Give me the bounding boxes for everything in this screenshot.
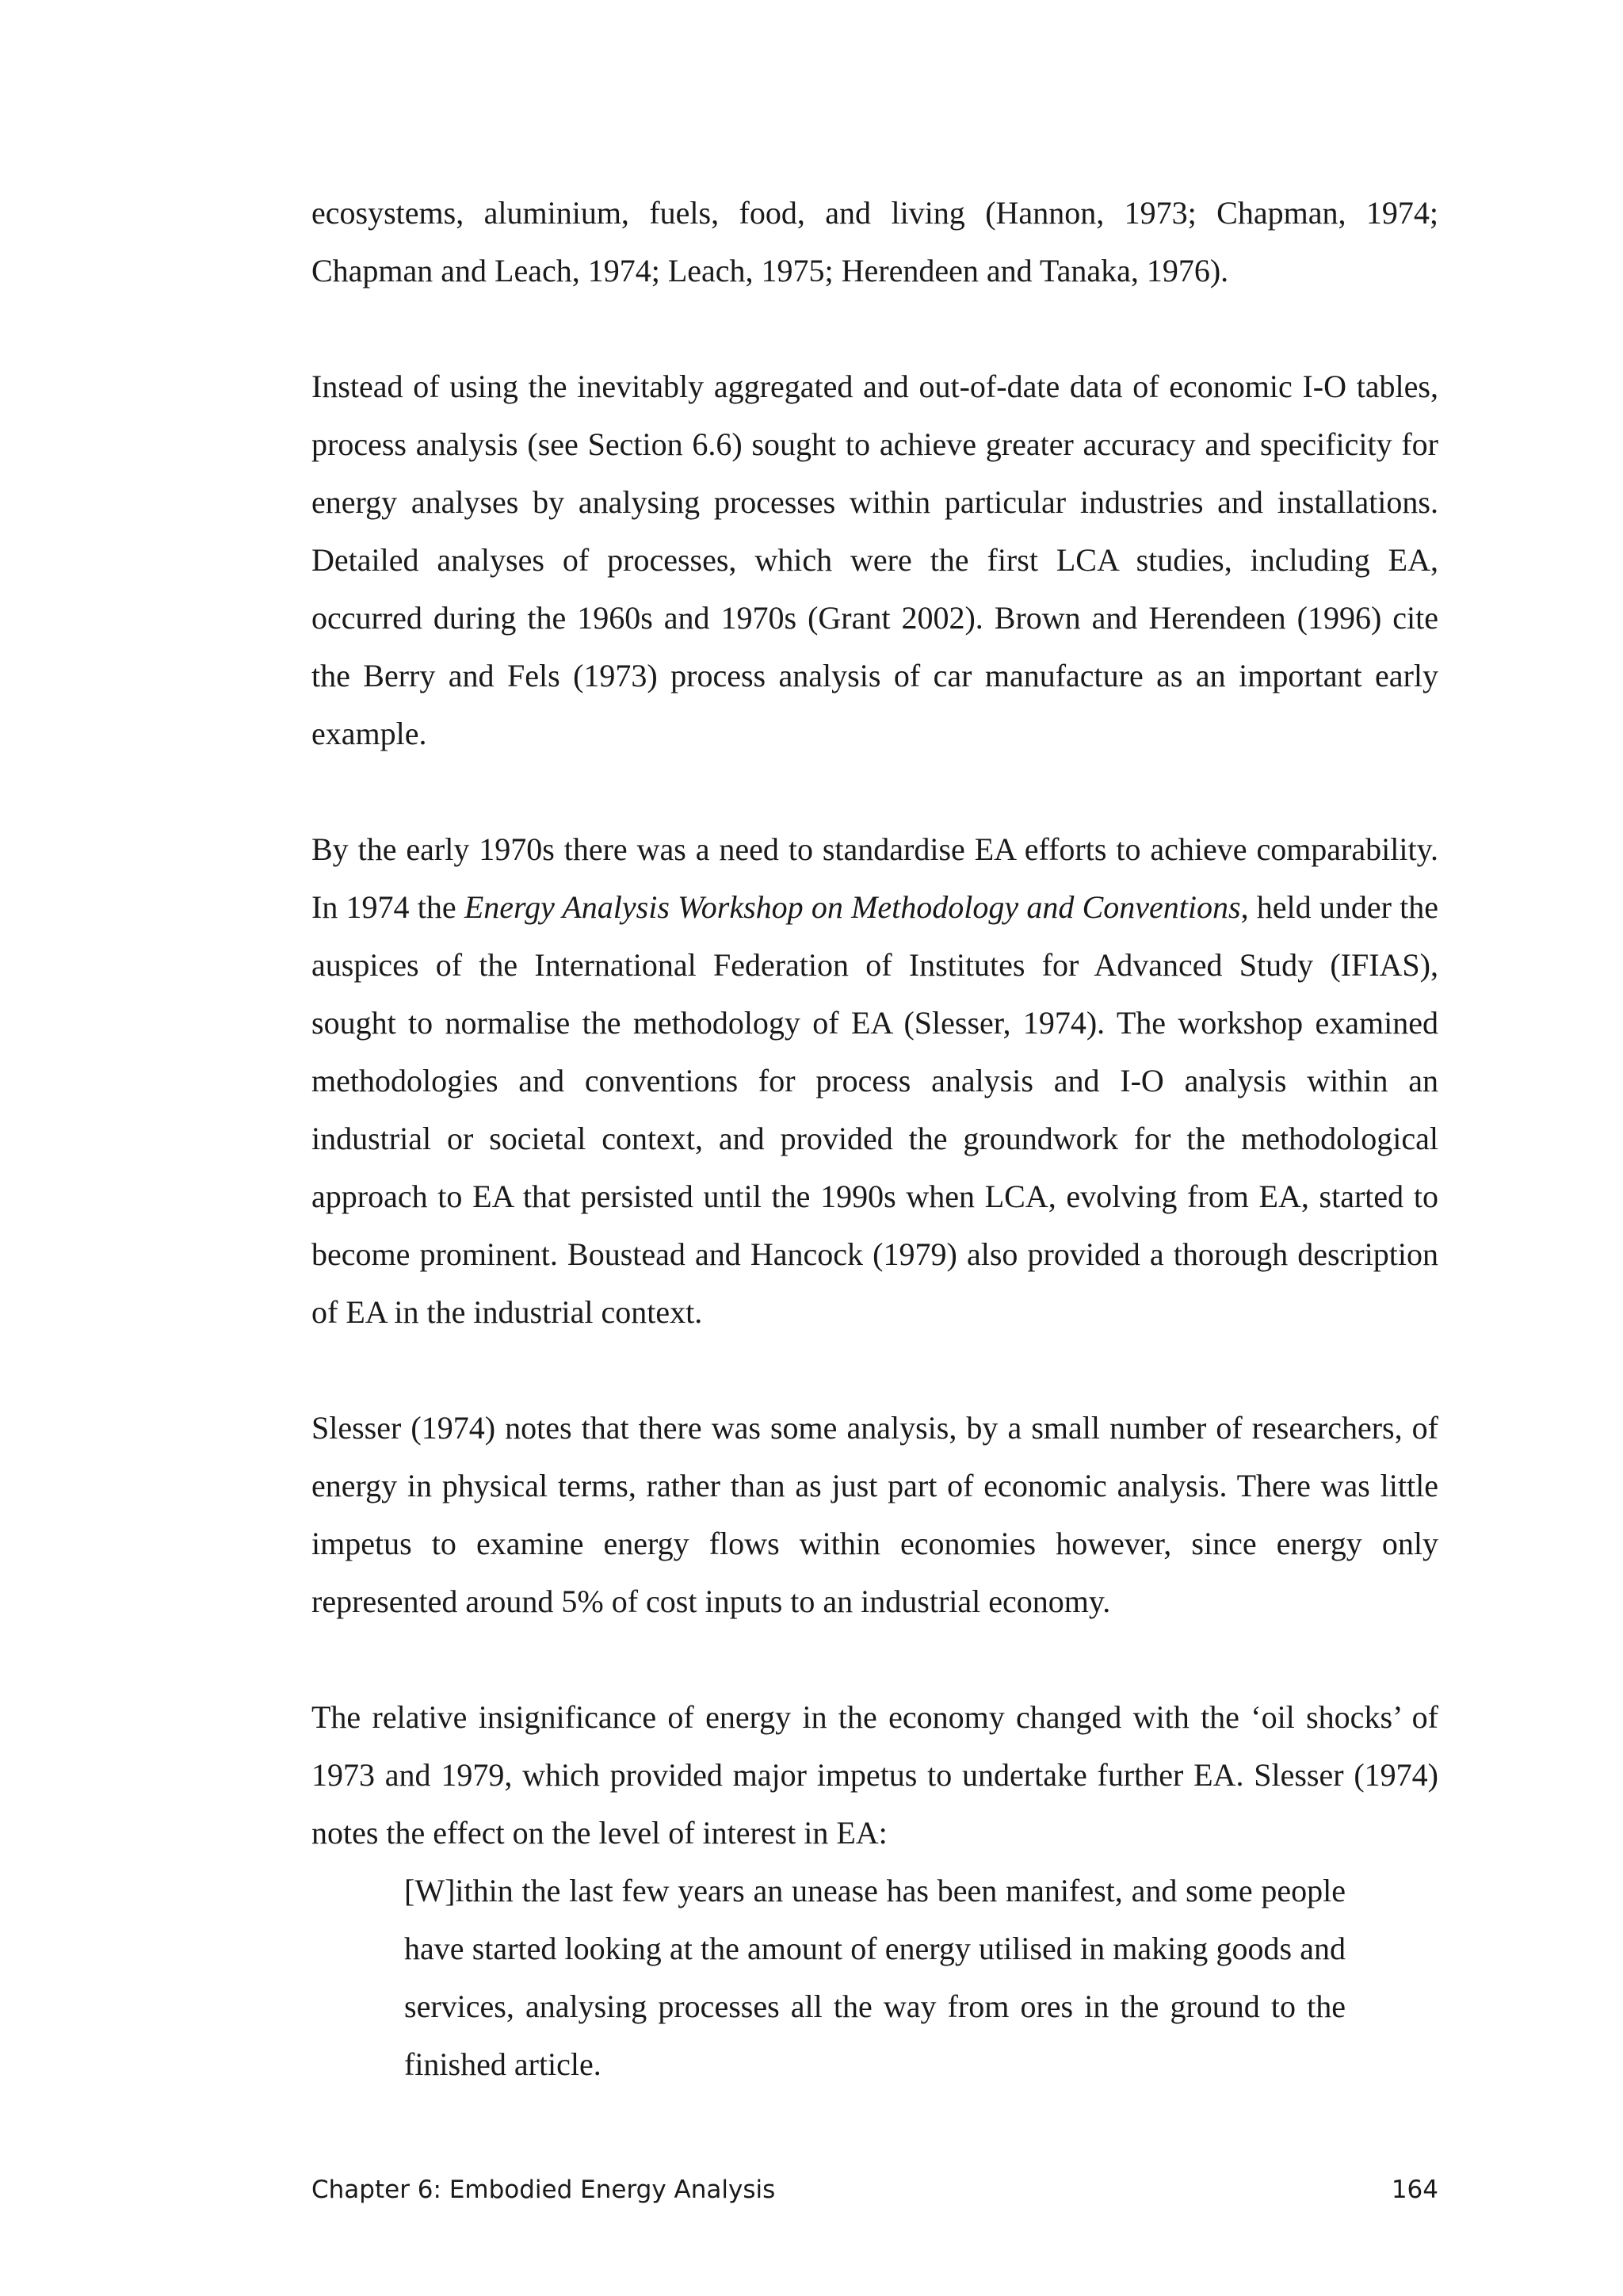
paragraph-3-text-after: , held under the auspices of the International Federation of Institutes for Advanced Study (IFIAS), sought to normalise the methodology of EA (Slesser, 1974). The workshop examined methodologies and conventions for process analysis and I-O analysis within an industrial or societal context, and provided the groundwork for the methodological approach to EA that persisted until the 1990s when LCA, evolving from EA, started to become prominent. Boustead and Hancock (1979) also provided a thorough description of EA in the industrial context. xyxy=(311,889,1439,1330)
footer-page-number: 164 xyxy=(1391,2176,1438,2204)
paragraph-1 xyxy=(311,184,1438,300)
paragraph-4 xyxy=(311,1399,1438,1630)
workshop-title-italic: Energy Analysis Workshop on Methodology and Conventions xyxy=(464,889,1241,925)
footer-chapter-title: Chapter 6: Embodied Energy Analysis xyxy=(311,2176,776,2204)
paragraph-5-text: The relative insignificance of energy in the economy changed with the ‘oil shocks’ of 1973 and 1979, which provided major impetus to undertake further EA. Slesser (1974) notes the effect on the level of interest in EA: xyxy=(311,1699,1438,1851)
paragraph-1-text: ecosystems, aluminium, fuels, food, and living (Hannon, 1973; Chapman, 1974; Chapman and Leach, 1974; Leach, 1975; Herendeen and Tanaka, 1976). xyxy=(311,195,1438,288)
paragraph-3 xyxy=(311,820,1438,1341)
paragraph-2-text: Instead of using the inevitably aggregated and out-of-date data of economic I-O tables, process analysis (see Section 6.6) sought to achieve greater accuracy and specificity for energy analyses by analysing processes within particular industries and installations. Detailed analyses of processes, which were the first LCA studies, including EA, occurred during the 1960s and 1970s (Grant 2002). Brown and Herendeen (1996) cite the Berry and Fels (1973) process analysis of car manufacture as an important early example. xyxy=(311,369,1438,751)
paragraph-3-text-before: By the early 1970s there was a need to standardise EA efforts to achieve comparability. In 1974 the xyxy=(311,831,1438,925)
paragraph-5 xyxy=(311,1688,1438,1862)
body-text xyxy=(311,184,1438,2093)
paragraph-2 xyxy=(311,357,1438,762)
block-quote-text: [W]ithin the last few years an unease has been manifest, and some people have started looking at the amount of energy utilised in making goods and services, analysing processes all the way from ores in the ground to the finished article. xyxy=(404,1873,1346,2082)
block-quote xyxy=(404,1862,1346,2093)
paragraph-4-text: Slesser (1974) notes that there was some analysis, by a small number of researchers, of energy in physical terms, rather than as just part of economic analysis. There was little impetus to examine energy flows within economies however, since energy only represented around 5% of cost inputs to an industrial economy. xyxy=(311,1410,1438,1619)
